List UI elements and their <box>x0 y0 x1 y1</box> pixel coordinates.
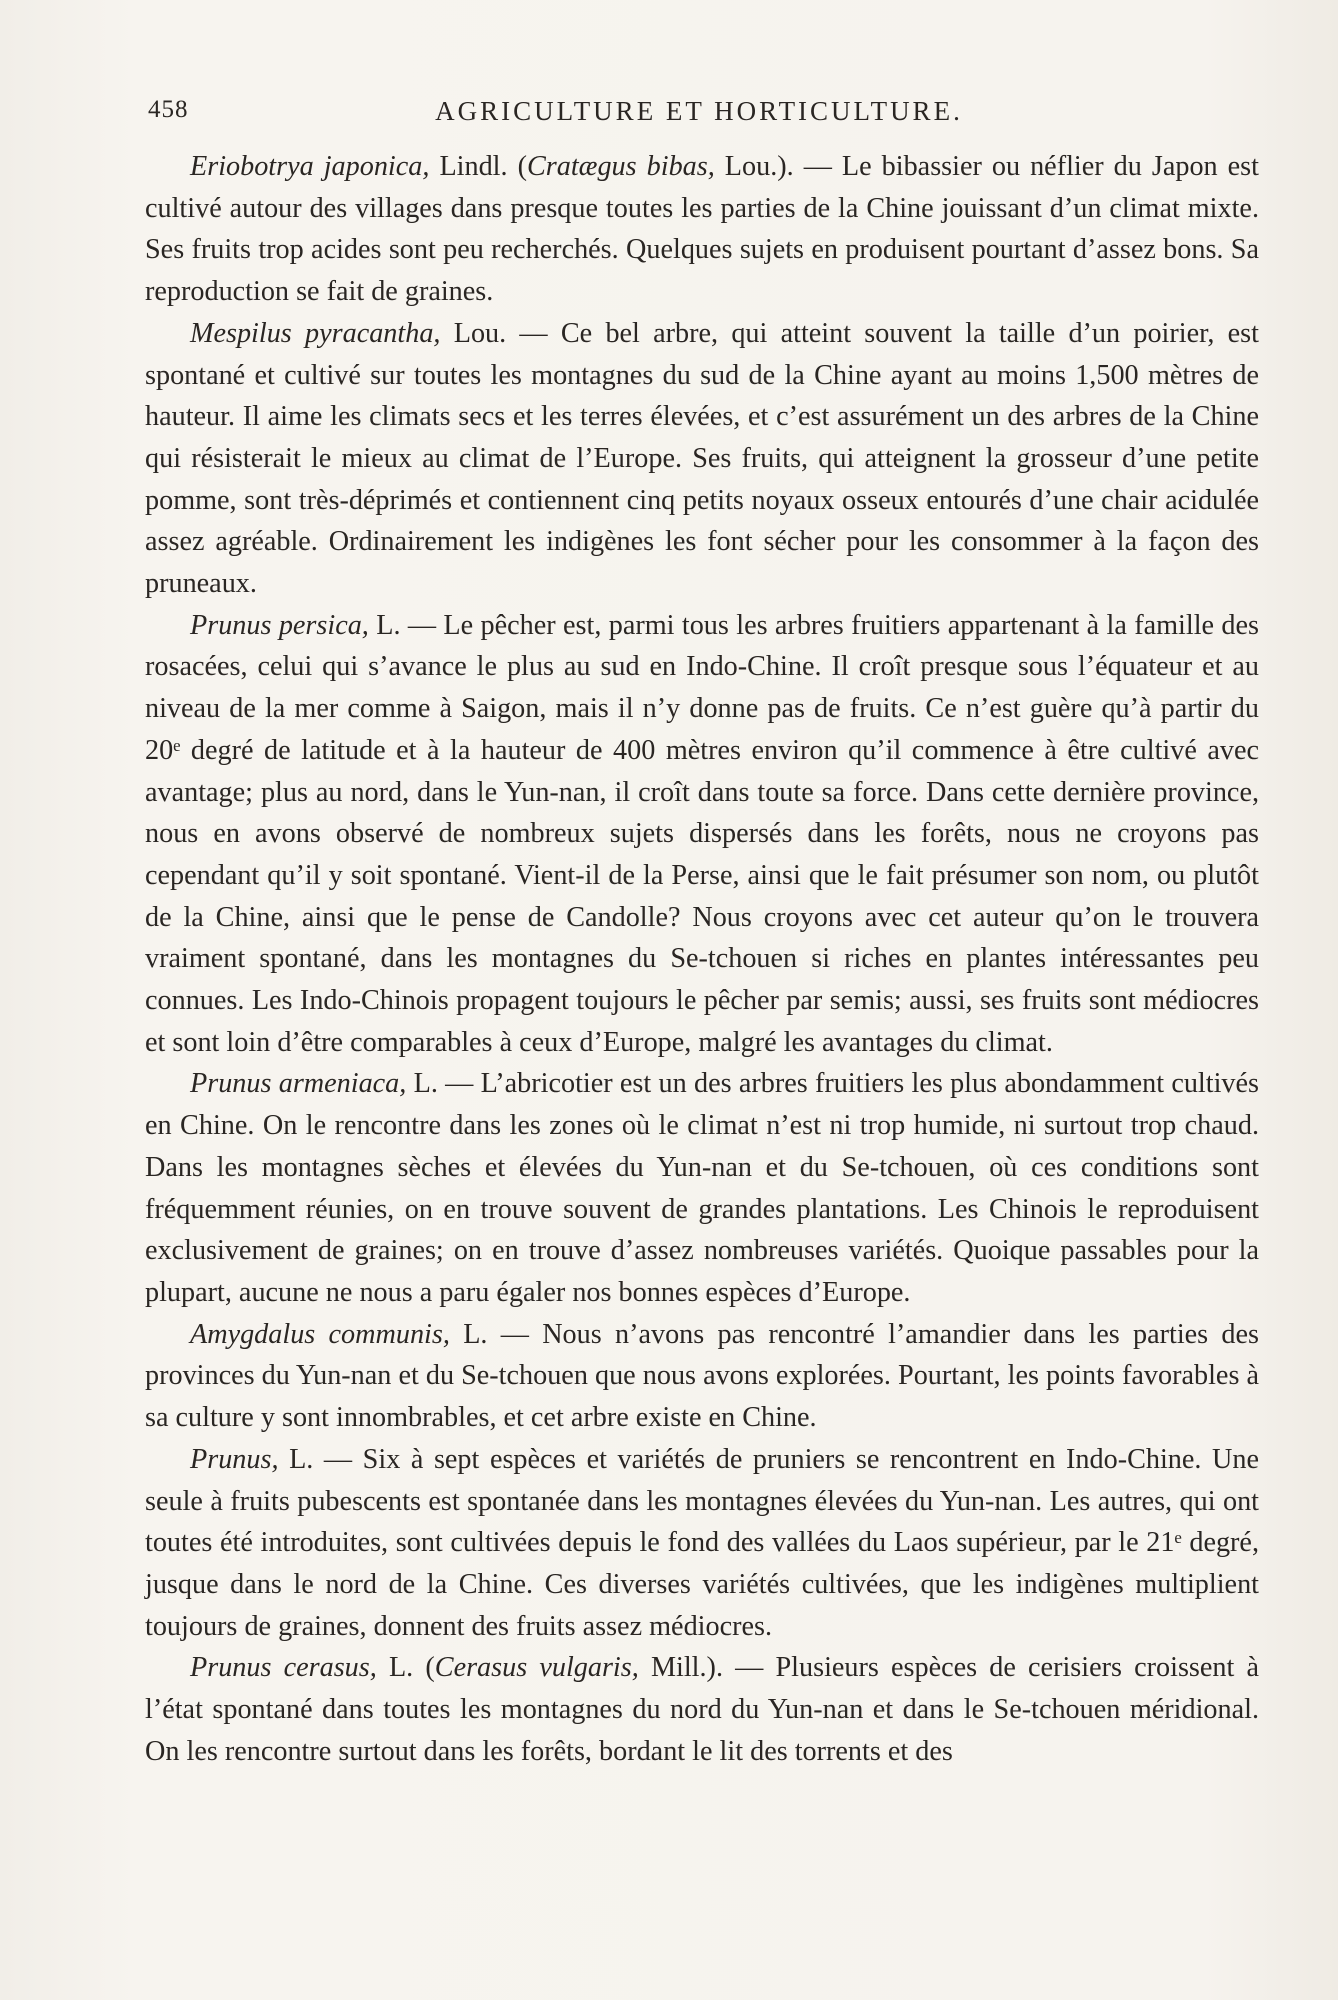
entry-prunus-persica <box>145 605 1259 1064</box>
species-name: Mespilus pyracantha, <box>190 317 441 349</box>
entry-text: L. — L’abricotier est un des arbres fruitiers les plus abondamment cultivés en Chine. On le rencontre dans les zones où le climat n’est ni trop humide, ni surtout trop chaud. Dans les montagnes sèches et élevées du Yun-nan et du Se-tchouen, où ces conditions sont fréquemment réunies, on en trouve souvent de grandes plantations. Les Chinois le reproduisent exclusivement de graines; on en trouve d’assez nombreuses variétés. Quoique passables pour la plupart, aucune ne nous a paru égaler nos bonnes espèces d’Europe. <box>145 1068 1259 1308</box>
page-header <box>148 96 1250 140</box>
running-title: AGRICULTURE ET HORTICULTURE. <box>435 96 963 126</box>
entry-text: L. — Nous n’avons pas rencontré l’amandier dans les parties des provinces du Yun-nan et du Se-tchouen que nous avons explorées. Pourtant, les points favorables à sa culture y sont innombrables, et cet arbre existe en Chine. <box>145 1318 1259 1434</box>
entry-eriobotrya <box>145 146 1259 313</box>
synonym-name: Cratægus bibas, <box>526 151 715 182</box>
entry-text: Lou. — Ce bel arbre, qui atteint souvent la taille d’un poirier, est spontané et cultivé sur toutes les montagnes du sud de la Chine ayant au moins 1,500 mètres de hauteur. Il aime les climats secs et les terres élevées, et c’est assurément un des arbres de la Chine qui résisterait le mieux au climat de l’Europe. Ses fruits, qui atteignent la grosseur d’une petite pomme, sont très-déprimés et contiennent cinq petits noyaux osseux entourés d’une chair acidulée assez agréable. Ordinairement les indigènes les font sécher pour les consommer à la façon des pruneaux. <box>145 317 1259 600</box>
body-text <box>145 146 1259 1772</box>
synonym-name: Cerasus vulgaris, <box>434 1652 639 1684</box>
species-name: Amygdalus communis, <box>190 1318 450 1350</box>
authority: Lindl. ( <box>429 151 527 182</box>
species-name: Prunus armeniaca, <box>190 1068 407 1100</box>
species-name: Prunus persica, <box>190 609 369 641</box>
entry-text: L. — Six à sept espèces et variétés de pruniers se rencontrent en Indo-Chine. Une seule à fruits pubescents est spontanée dans les montagnes élevées du Yun-nan. Les autres, qui ont toutes été introduites, sont cultivées depuis le fond des vallées du Laos supérieur, par le 21ᵉ degré, jusque dans le nord de la Chine. Ces diverses variétés cultivées, que les indigènes multiplient toujours de graines, donnent des fruits assez médiocres. <box>145 1443 1259 1642</box>
species-name: Eriobotrya japonica, <box>190 151 430 182</box>
authority: L. ( <box>376 1652 435 1684</box>
entry-text: Mill.). — Plusieurs espèces de cerisiers croissent à l’état spontané dans toutes les montagnes du nord du Yun-nan et dans le Se-tchouen méridional. On les rencontre surtout dans les forêts, bordant le lit des torrents et des <box>145 1652 1259 1767</box>
entry-prunus-cerasus <box>145 1647 1259 1772</box>
entry-prunus-armeniaca <box>145 1063 1259 1313</box>
species-name: Prunus, <box>190 1443 279 1475</box>
entry-mespilus <box>145 313 1259 605</box>
page-number: 458 <box>148 96 189 123</box>
entry-amygdalus <box>145 1314 1259 1439</box>
entry-text: L. — Le pêcher est, parmi tous les arbres fruitiers appartenant à la famille des rosacées, celui qui s’avance le plus au sud en Indo-Chine. Il croît presque sous l’équateur et au niveau de la mer comme à Saigon, mais il n’y donne pas de fruits. Ce n’est guère qu’à partir du 20ᵉ degré de latitude et à la hauteur de 400 mètres environ qu’il commence à être cultivé avec avantage; plus au nord, dans le Yun-nan, il croît dans toute sa force. Dans cette dernière province, nous en avons observé de nombreux sujets dispersés dans les forêts, nous ne croyons pas cependant qu’il y soit spontané. Vient-il de la Perse, ainsi que le fait présumer son nom, ou plutôt de la Chine, ainsi que le pense de Candolle? Nous croyons avec cet auteur qu’on le trouvera vraiment spontané, dans les montagnes du Se-tchouen si riches en plantes intéressantes peu connues. Les Indo-Chinois propagent toujours le pêcher par semis; aussi, ses fruits sont médiocres et sont loin d’être comparables à ceux d’Europe, malgré les avantages du climat. <box>145 609 1259 1058</box>
species-name: Prunus cerasus, <box>190 1652 377 1684</box>
entry-prunus <box>145 1439 1259 1648</box>
entry-text: Lou.). — Le bibassier ou néflier du Japon est cultivé autour des villages dans presque toutes les parties de la Chine jouissant d’un climat mixte. Ses fruits trop acides sont peu recherchés. Quelques sujets en produisent pourtant d’assez bons. Sa reproduction se fait de graines. <box>145 151 1259 308</box>
